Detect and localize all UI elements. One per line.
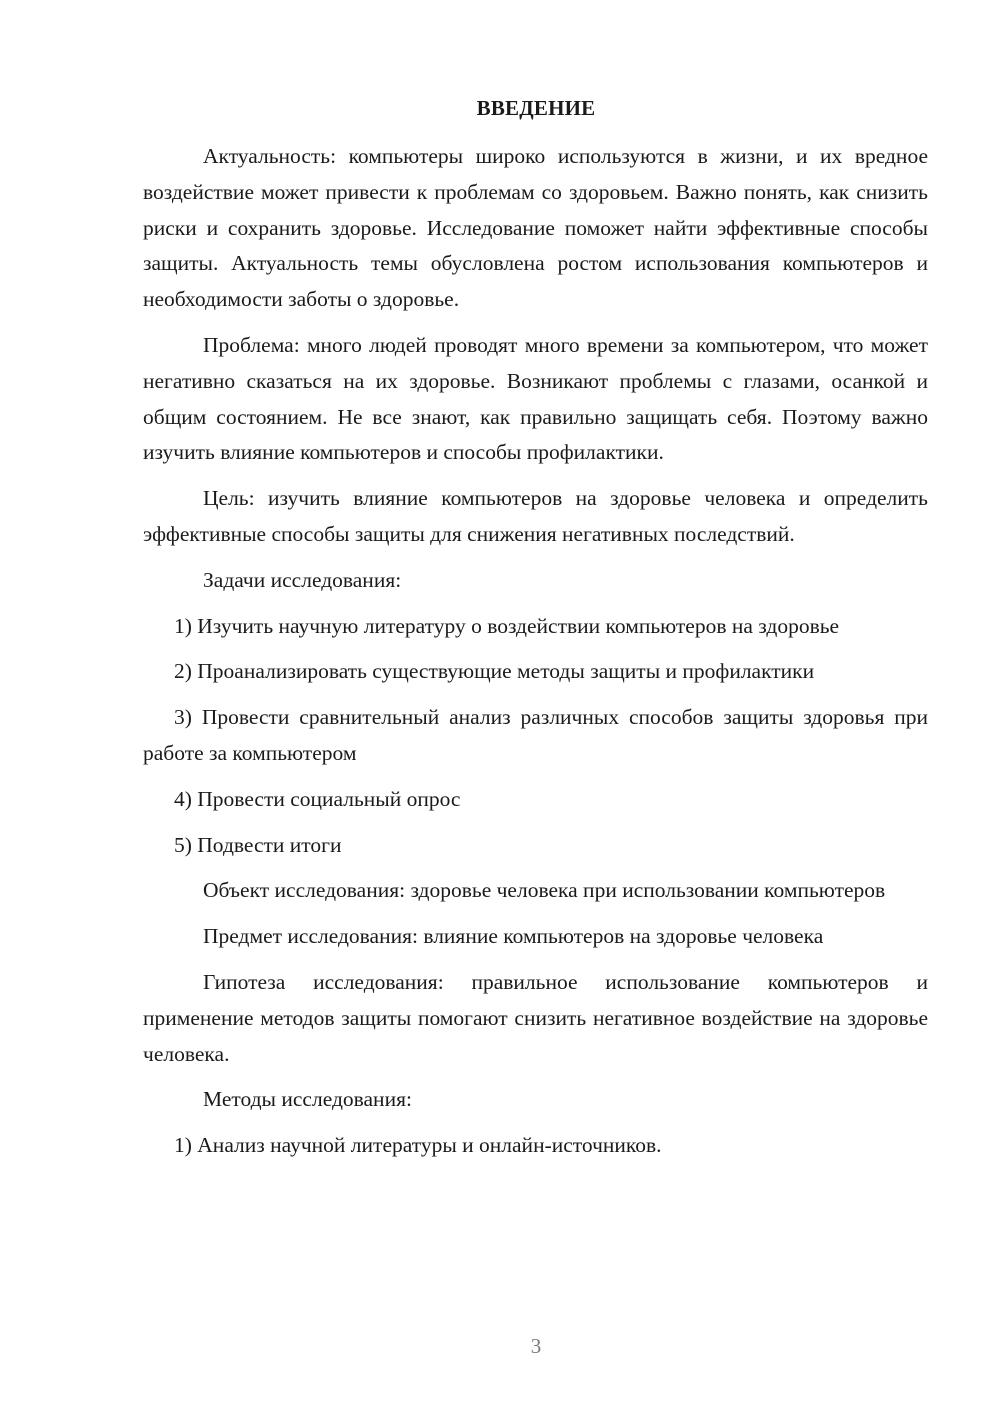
document-body [143, 139, 928, 1174]
task-item-2: 2) Проанализировать существующие методы защиты и профилактики [174, 659, 815, 684]
page-number: 3 [530, 1334, 542, 1358]
hypothesis-paragraph: Гипотеза исследования: правильное использование компьютеров и применение методов защиты помогают снизить негативное воздействие на здоровье человека. [143, 969, 928, 1066]
method-item-1: 1) Анализ научной литературы и онлайн-источников. [174, 1133, 662, 1158]
task-item-1: 1) Изучить научную литературу о воздействии компьютеров на здоровье [174, 613, 840, 638]
goal-paragraph: Цель: изучить влияние компьютеров на здоровье человека и определить эффективные способы защиты для снижения негативных последствий. [143, 486, 928, 546]
task-item-5: 5) Подвести итоги [174, 832, 342, 857]
tasks-heading: Задачи исследования: [203, 567, 402, 592]
problem-paragraph: Проблема: много людей проводят много времени за компьютером, что может негативно сказаться на их здоровье. Возникают проблемы с глазами, осанкой и общим состоянием. Не все знают, как правильно защищать себя. Поэтому важно изучить влияние компьютеров и способы профилактики. [143, 332, 928, 465]
task-item-3: 3) Провести сравнительный анализ различных способов защиты здоровья при работе за компьютером [143, 705, 928, 765]
subject-paragraph: Предмет исследования: влияние компьютеров на здоровье человека [203, 924, 824, 949]
methods-heading: Методы исследования: [203, 1087, 412, 1112]
task-item-4: 4) Провести социальный опрос [174, 786, 461, 811]
relevance-paragraph: Актуальность: компьютеры широко используются в жизни, и их вредное воздействие может привести к проблемам со здоровьем. Важно понять, как снизить риски и сохранить здоровье. Исследование поможет найти эффективные способы защиты. Актуальность темы обусловлена ростом использования компьютеров и необходимости заботы о здоровье. [143, 144, 928, 312]
page-title: ВВЕДЕНИЕ [476, 96, 596, 120]
object-paragraph: Объект исследования: здоровье человека при использовании компьютеров [203, 878, 886, 903]
